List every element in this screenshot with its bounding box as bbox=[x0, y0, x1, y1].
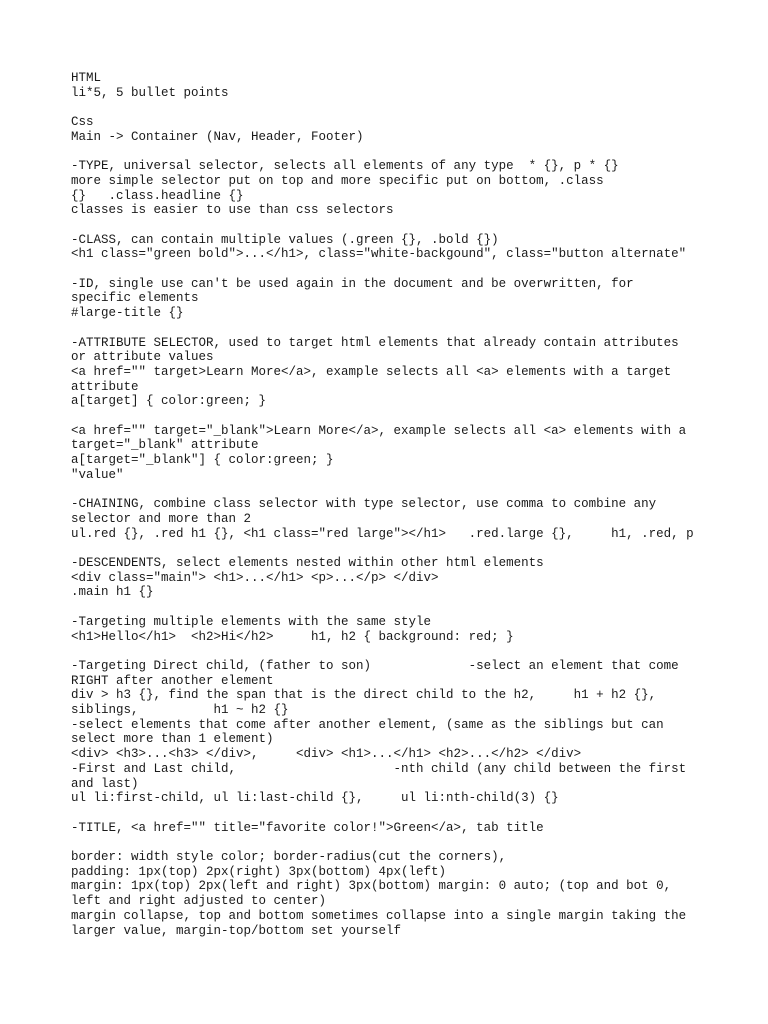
text-line: <a href="" target>Learn More</a>, example selects all <a> elements with a target bbox=[71, 364, 672, 379]
text-line: div > h3 {}, find the span that is the direct child to the h2, h1 + h2 {}, bbox=[71, 688, 657, 703]
text-line: -Targeting multiple elements with the same style bbox=[71, 614, 432, 629]
text-line: a[target="_blank"] { color:green; } bbox=[71, 453, 334, 468]
class-selector-notes bbox=[71, 233, 711, 262]
title-attribute-notes bbox=[71, 821, 711, 836]
descendents-notes bbox=[71, 556, 711, 600]
text-line: -ID, single use can't be used again in the document and be overwritten, for bbox=[71, 276, 634, 291]
text-line: <h1>Hello</h1> <h2>Hi</h2> h1, h2 { background: red; } bbox=[71, 629, 514, 644]
text-line: #large-title {} bbox=[71, 306, 184, 321]
text-line: {} .class.headline {} bbox=[71, 188, 244, 203]
text-line: -DESCENDENTS, select elements nested within other html elements bbox=[71, 556, 544, 571]
text-line: larger value, margin-top/bottom set yourself bbox=[71, 923, 402, 938]
text-line: HTML bbox=[71, 71, 102, 85]
text-line: -First and Last child, -nth child (any child between the first bbox=[71, 761, 687, 776]
text-line: li*5, 5 bullet points bbox=[71, 85, 229, 100]
text-line: selector and more than 2 bbox=[71, 511, 252, 526]
text-line: RIGHT after another element bbox=[71, 673, 274, 688]
text-line: padding: 1px(top) 2px(right) 3px(bottom) 4px(left) bbox=[71, 864, 447, 879]
text-line: -ATTRIBUTE SELECTOR, used to target html elements that already contain attributes bbox=[71, 335, 679, 350]
box-model-notes bbox=[71, 850, 711, 938]
text-line: more simple selector put on top and more specific put on bottom, .class bbox=[71, 173, 604, 188]
text-line: specific elements bbox=[71, 291, 199, 306]
html-notes bbox=[71, 71, 711, 100]
text-line: .main h1 {} bbox=[71, 585, 154, 600]
text-line: <a href="" target="_blank">Learn More</a>, example selects all <a> elements with a bbox=[71, 423, 687, 438]
text-line: -CLASS, can contain multiple values (.green {}, .bold {}) bbox=[71, 232, 499, 247]
text-line: -TYPE, universal selector, selects all elements of any type * {}, p * {} bbox=[71, 159, 619, 174]
text-line: siblings, h1 ~ h2 {} bbox=[71, 703, 289, 718]
text-line: left and right adjusted to center) bbox=[71, 894, 327, 909]
text-line: classes is easier to use than css selectors bbox=[71, 203, 394, 218]
text-line: attribute bbox=[71, 379, 139, 394]
text-line: "value" bbox=[71, 467, 124, 482]
text-line: -Targeting Direct child, (father to son) -select an element that come bbox=[71, 658, 679, 673]
text-line: border: width style color; border-radius(cut the corners), bbox=[71, 850, 507, 865]
text-line: -CHAINING, combine class selector with type selector, use comma to combine any bbox=[71, 497, 657, 512]
attribute-value-notes bbox=[71, 424, 711, 483]
text-line: margin: 1px(top) 2px(left and right) 3px(bottom) margin: 0 auto; (top and bot 0, bbox=[71, 879, 672, 894]
text-line: and last) bbox=[71, 776, 139, 791]
type-selector-notes bbox=[71, 159, 711, 218]
text-line: a[target] { color:green; } bbox=[71, 394, 267, 409]
text-line: <div class="main"> <h1>...</h1> <p>...</p> </div> bbox=[71, 570, 439, 585]
attribute-selector-notes bbox=[71, 336, 711, 410]
text-line: target="_blank" attribute bbox=[71, 438, 259, 453]
document-page bbox=[71, 71, 711, 953]
multiple-elements-notes bbox=[71, 615, 711, 644]
text-line: or attribute values bbox=[71, 350, 214, 365]
id-selector-notes bbox=[71, 277, 711, 321]
text-line: ul.red {}, .red h1 {}, <h1 class="red large"></h1> .red.large {}, h1, .red, p bbox=[71, 526, 694, 541]
text-line: select more than 1 element) bbox=[71, 732, 274, 747]
text-line: <div> <h3>...<h3> </div>, <div> <h1>...</h1> <h2>...</h2> </div> bbox=[71, 747, 582, 762]
text-line: -select elements that come after another element, (same as the siblings but can bbox=[71, 717, 664, 732]
css-notes bbox=[71, 115, 711, 144]
text-line: Main -> Container (Nav, Header, Footer) bbox=[71, 129, 364, 144]
text-line: Css bbox=[71, 115, 94, 130]
text-line: -TITLE, <a href="" title="favorite color!">Green</a>, tab title bbox=[71, 820, 544, 835]
text-line: ul li:first-child, ul li:last-child {}, ul li:nth-child(3) {} bbox=[71, 791, 559, 806]
text-line: <h1 class="green bold">...</h1>, class="white-backgound", class="button alternate" bbox=[71, 247, 687, 262]
child-selector-notes bbox=[71, 659, 711, 806]
chaining-notes bbox=[71, 497, 711, 541]
text-line: margin collapse, top and bottom sometimes collapse into a single margin taking the bbox=[71, 908, 687, 923]
